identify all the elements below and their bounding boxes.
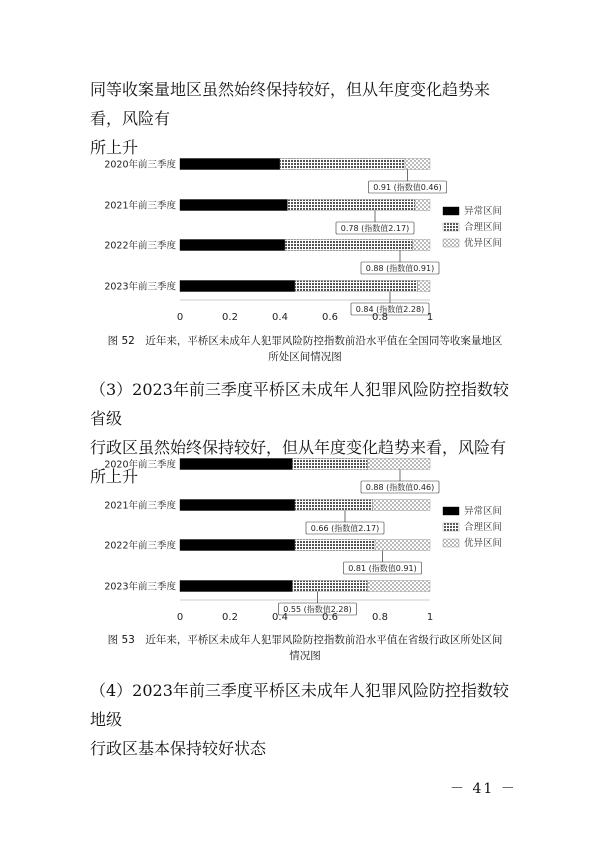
x-tick-label: 0.8 [372,312,388,323]
category-label: 2020年前三季度 [104,459,176,471]
paragraph-2-line-2: 行政区虽然始终保持较好，但从年度变化趋势来看，风险有所上升 [90,438,507,486]
chart-fig52-svg [90,148,520,328]
x-tick-label: 0 [176,612,184,623]
bar-segment [180,540,295,551]
bar-segment [413,240,431,251]
annotation-label: 0.88 (指数值0.91) [365,264,435,273]
legend-label: 优异区间 [464,238,503,249]
bar-segment [288,200,416,211]
legend-swatch [443,239,459,247]
legend-label: 优异区间 [464,538,503,549]
category-label: 2022年前三季度 [104,540,176,552]
category-label: 2023年前三季度 [104,281,176,293]
x-tick-label: 0.4 [272,312,288,323]
caption-fig53-line-2: 情况图 [289,650,321,662]
paragraph-2-line-1: （3）2023年前三季度平桥区未成年人犯罪风险防控指数较省级 [90,380,509,428]
legend-label: 异常区间 [464,506,503,517]
annotation-label: 0.84 (指数值2.28) [355,305,425,314]
paragraph-3-line-1: （4）2023年前三季度平桥区未成年人犯罪风险防控指数较地级 [90,681,509,729]
legend-label: 异常区间 [464,206,503,217]
caption-fig52-line-2: 所处区间情况图 [268,351,342,363]
category-label: 2020年前三季度 [104,159,176,171]
annotation-label: 0.55 (指数值2.28) [283,605,352,614]
category-label: 2021年前三季度 [104,200,176,212]
paragraph-1-line-2: 所上升 [90,138,139,157]
bar-segment [295,540,375,551]
bar-segment [368,459,431,470]
category-label: 2023年前三季度 [104,581,176,593]
annotation-label: 0.66 (指数值2.17) [310,524,380,533]
legend-swatch [443,207,459,215]
x-tick-label: 0.2 [222,612,238,623]
x-tick-label: 0.6 [322,312,338,323]
bar-segment [285,240,413,251]
chart-fig53-svg [90,448,520,628]
paragraph-3-line-2: 行政区基本保持较好状态 [90,739,267,758]
paragraph-3 [90,676,520,763]
annotation-label: 0.91 (指数值0.46) [373,183,442,192]
x-tick-label: 1 [426,612,434,623]
caption-fig53 [90,632,520,664]
bar-segment [293,459,368,470]
x-tick-label: 0.8 [372,612,388,623]
legend-swatch [443,223,459,231]
bar-segment [295,281,418,292]
bar-segment [405,159,430,170]
annotation-label: 0.81 (指数值0.91) [348,564,417,573]
bar-segment [180,281,295,292]
paragraph-1-line-1: 同等收案量地区虽然始终保持较好，但从年度变化趋势来看，风险有 [90,80,491,128]
caption-fig52-line-1: 图 52 近年来，平桥区未成年人犯罪风险防控指数前沿水平值在全国同等收案量地区 [107,335,503,347]
bar-segment [280,159,405,170]
x-tick-label: 0 [176,312,184,323]
legend-swatch [443,539,459,547]
x-tick-label: 0.6 [322,612,338,623]
x-tick-label: 0.4 [272,612,288,623]
chart-fig53 [90,448,520,628]
legend-swatch [443,523,459,531]
x-tick-label: 1 [426,312,434,323]
category-label: 2021年前三季度 [104,500,176,512]
bar-segment [293,581,368,592]
bar-segment [295,500,373,511]
bar-segment [180,159,280,170]
page-number: － 41 － [450,781,517,797]
bar-segment [180,200,288,211]
chart-fig52 [90,148,520,328]
annotation-label: 0.88 (指数值0.46) [365,483,435,492]
bar-segment [180,581,293,592]
caption-fig52 [90,333,520,365]
caption-fig53-line-1: 图 53 近年来，平桥区未成年人犯罪风险防控指数前沿水平值在省级行政区所处区间 [107,634,503,646]
x-tick-label: 0.2 [222,312,238,323]
category-label: 2022年前三季度 [104,240,176,252]
bar-segment [180,459,293,470]
annotation-label: 0.78 (指数值2.17) [340,224,410,233]
bar-segment [368,581,431,592]
legend-label: 合理区间 [464,222,503,233]
legend-swatch [443,507,459,515]
bar-segment [180,500,295,511]
legend-label: 合理区间 [464,522,503,533]
bar-segment [373,500,431,511]
bar-segment [180,240,285,251]
bar-segment [415,200,430,211]
bar-segment [375,540,430,551]
bar-segment [418,281,431,292]
